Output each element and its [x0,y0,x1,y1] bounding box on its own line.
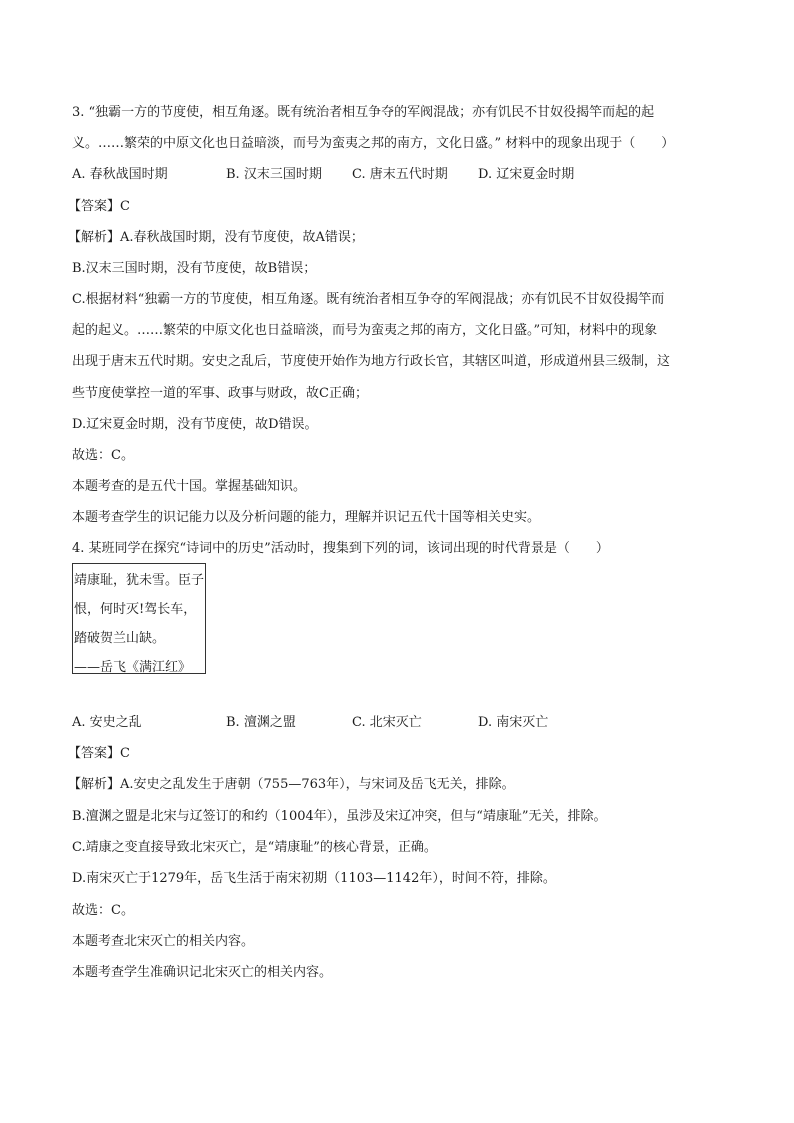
q3-answer [68,198,130,216]
q4-option-d: D. 南宋灭亡 [478,715,549,730]
q3-option-b: B. 汉末三国时期 [226,167,322,182]
q3-analysis-line-7: D.辽宋夏金时期，没有节度使，故D错误。 [72,417,318,432]
analysis-text: A.春秋战国时期，没有节度使，故A错误； [120,230,364,245]
q4-option-b: B. 澶渊之盟 [226,715,296,730]
poem-line-2: 恨，何时灭!驾长车， [74,602,197,617]
q3-analysis-line-6: 些节度使掌控一道的军事、政事与财政，故C正确； [72,386,368,401]
q4-analysis-line-3: C.靖康之变直接导致北宋灭亡，是“靖康耻”的核心背景，正确。 [72,840,437,855]
poem-box [72,563,206,674]
answer-value: C [120,746,130,761]
q3-stem-line-1: 3. “独霸一方的节度使，相互角逐。既有统治者相互争夺的军阀混战；亦有饥民不甘奴役揭竿而起的起 [72,105,655,120]
q3-analysis-line-1 [68,229,364,247]
q3-stem-line-2: 义。……繁荣的中原文化也日益暗淡，而号为蛮夷之邦的南方，文化日盛。” 材料中的现象出现于（ ） [72,136,675,151]
q3-choice-line: 故选：C。 [72,448,134,463]
q4-note-line-1: 本题考查北宋灭亡的相关内容。 [72,934,255,949]
q3-option-d: D. 辽宋夏金时期 [478,167,575,182]
q3-analysis-line-2: B.汉末三国时期，没有节度使，故B错误； [72,261,317,276]
answer-value: C [120,199,130,214]
analysis-label: 【解析】 [68,230,121,245]
poem-line-1: 靖康耻，犹未雪。臣子 [74,573,205,588]
q3-note-line-2: 本题考查学生的识记能力以及分析问题的能力，理解并识记五代十国等相关史实。 [72,510,541,525]
answer-label: 【答案】 [68,746,121,761]
answer-label: 【答案】 [68,199,121,214]
q3-option-a: A. 春秋战国时期 [72,167,168,182]
q3-analysis-line-3: C.根据材料“独霸一方的节度使，相互角逐。既有统治者相互争夺的军阀混战；亦有饥民不甘奴役揭竿而 [72,292,665,307]
analysis-text: A.安史之乱发生于唐朝（755—763年），与宋词及岳飞无关，排除。 [120,777,515,792]
q3-option-c: C. 唐末五代时期 [352,167,448,182]
q4-stem: 4. 某班同学在探究“诗词中的历史”活动时，搜集到下列的词，该词出现的时代背景是（ ） [72,541,609,556]
q4-answer [68,745,130,763]
q3-note-line-1: 本题考查的是五代十国。掌握基础知识。 [72,479,307,494]
q3-analysis-line-5: 出现于唐末五代时期。安史之乱后，节度使开始作为地方行政长官，其辖区叫道，形成道州县三级制，这 [72,354,671,369]
poem-line-3: 踏破贺兰山缺。 [74,631,166,646]
q4-note-line-2: 本题考查学生准确识记北宋灭亡的相关内容。 [72,965,333,980]
q4-analysis-line-1 [68,776,515,794]
q3-analysis-line-4: 起的起义。……繁荣的中原文化也日益暗淡，而号为蛮夷之邦的南方，文化日盛。”可知，材料中的现象 [72,323,658,338]
q4-option-a: A. 安史之乱 [72,715,142,730]
q4-analysis-line-2: B.澶渊之盟是北宋与辽签订的和约（1004年），虽涉及宋辽冲突，但与“靖康耻”无关，排除。 [72,809,607,824]
q4-analysis-line-4: D.南宋灭亡于1279年，岳飞生活于南宋初期（1103—1142年），时间不符，排除。 [72,871,556,886]
analysis-label: 【解析】 [68,777,121,792]
q4-choice-line: 故选：C。 [72,903,134,918]
poem-attribution: ——岳飞《满江红》 [74,660,192,675]
q4-option-c: C. 北宋灭亡 [352,715,422,730]
